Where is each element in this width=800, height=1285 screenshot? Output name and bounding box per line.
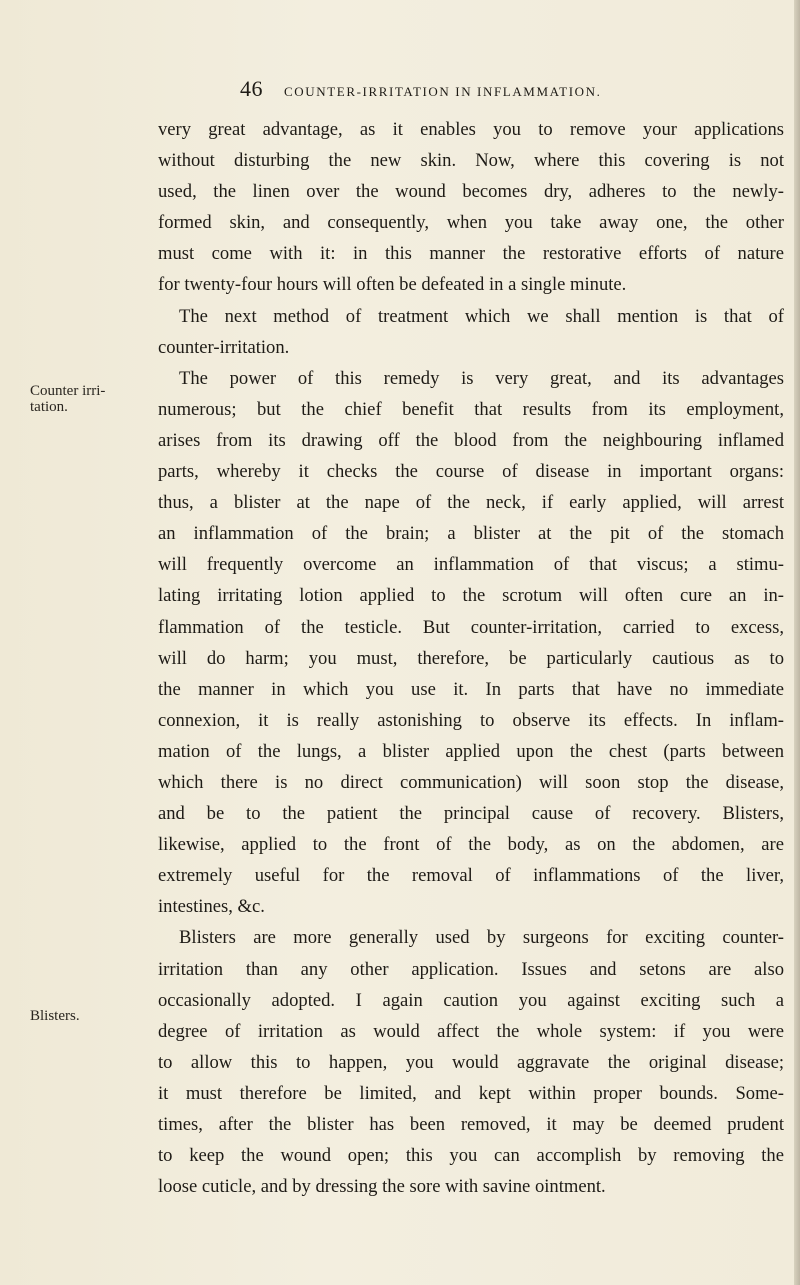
text-line: extremely useful for the removal of inflammations of the liver, — [158, 865, 784, 887]
margin-note-counter-irritation — [30, 383, 105, 415]
text-line: The power of this remedy is very great, and its advantages — [179, 367, 784, 389]
text-line: flammation of the testicle. But counter-irritation, carried to excess, — [158, 616, 784, 638]
margin-note-text: Counter irri- tation. — [30, 383, 106, 415]
text-line: for twenty-four hours will often be defeated in a single minute. — [158, 274, 627, 296]
text-line: must come with it: in this manner the restorative efforts of nature — [158, 243, 784, 265]
text-line: counter-irritation. — [158, 336, 290, 358]
text-line: it must therefore be limited, and kept within proper bounds. Some- — [158, 1082, 784, 1104]
page-number: 46 — [240, 76, 263, 101]
text-line: parts, whereby it checks the course of disease in important organs: — [158, 461, 784, 483]
text-line: the manner in which you use it. In parts that have no immediate — [158, 678, 784, 700]
text-line: very great advantage, as it enables you to remove your applications — [158, 119, 784, 140]
text-line: numerous; but the chief benefit that results from its employment, — [158, 398, 784, 420]
text-line: and be to the patient the principal cause of recovery. Blisters, — [158, 803, 784, 825]
text-line: will frequently overcome an inflammation of that viscus; a stimu- — [158, 554, 784, 576]
text-line: intestines, &c. — [158, 896, 265, 918]
text-line: formed skin, and consequently, when you take away one, the other — [158, 212, 784, 234]
text-line: degree of irritation as would affect the whole system: if you were — [158, 1020, 784, 1042]
text-line: occasionally adopted. I again caution you against exciting such a — [158, 989, 784, 1011]
margin-note-blisters — [30, 1008, 80, 1024]
text-line: to allow this to happen, you would aggravate the original disease; — [158, 1051, 784, 1073]
text-line: loose cuticle, and by dressing the sore with savine ointment. — [158, 1176, 606, 1198]
running-title: COUNTER-IRRITATION IN INFLAMMATION. — [284, 84, 602, 99]
text-line: connexion, it is really astonishing to observe its effects. In inflam- — [158, 709, 784, 731]
margin-note-text: Blisters. — [30, 1008, 80, 1024]
page-edge — [794, 0, 800, 1285]
page-header — [240, 76, 700, 106]
text-line: will do harm; you must, therefore, be particularly cautious as to — [158, 647, 784, 669]
text-line: arises from its drawing off the blood from the neighbouring inflamed — [158, 429, 784, 451]
text-line: to keep the wound open; this you can accomplish by removing the — [158, 1145, 784, 1167]
text-line: mation of the lungs, a blister applied upon the chest (parts between — [158, 740, 784, 762]
text-line: times, after the blister has been removed, it may be deemed prudent — [158, 1114, 784, 1135]
text-line: Blisters are more generally used by surgeons for exciting counter- — [179, 927, 784, 949]
text-line: likewise, applied to the front of the body, as on the abdomen, are — [158, 834, 784, 856]
text-line: used, the linen over the wound becomes dry, adheres to the newly- — [158, 181, 784, 203]
text-line: an inflammation of the brain; a blister at the pit of the stomach — [158, 523, 784, 545]
text-line: irritation than any other application. Issues and setons are also — [158, 958, 784, 980]
text-line: thus, a blister at the nape of the neck, if early applied, will arrest — [158, 492, 784, 514]
text-line: without disturbing the new skin. Now, where this covering is not — [158, 150, 784, 172]
text-line: lating irritating lotion applied to the scrotum will often cure an in- — [158, 585, 784, 607]
body-text — [158, 114, 784, 1202]
text-line: which there is no direct communication) will soon stop the disease, — [158, 771, 784, 793]
text-line: The next method of treatment which we shall mention is that of — [179, 305, 784, 327]
